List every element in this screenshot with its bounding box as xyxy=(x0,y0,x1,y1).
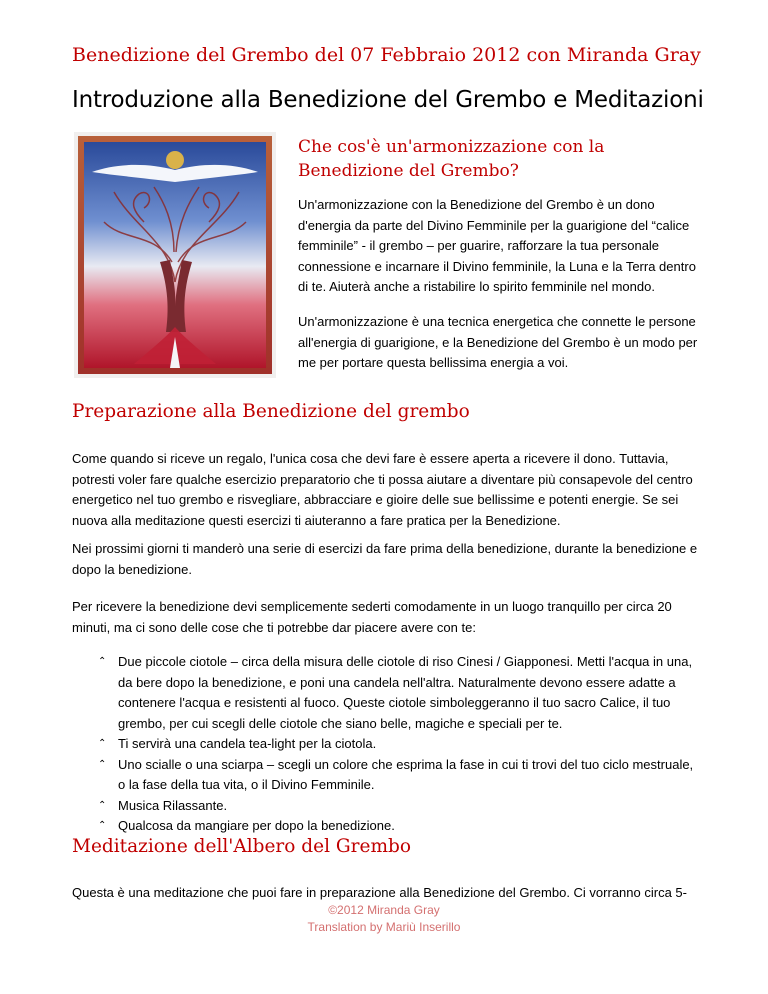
caret-bullet-icon: ⌃ xyxy=(98,656,107,667)
list-item xyxy=(98,816,698,837)
preparation-paragraph: Come quando si riceve un regalo, l'unica cosa che devi fare è essere aperta a ricevere il dono. Tuttavia, potresti voler fare qualche esercizio preparatorio che ti possa aiutare a diventare più consapevole del centro energetico nel tuo grembo e risvegliare, abbracciare e gioire delle sue bellissime e potenti energie. Se sei nuova alla meditazione questi esercizi ti aiuteranno a fare pratica per la Benedizione. xyxy=(72,451,693,528)
caret-bullet-icon: ⌃ xyxy=(98,799,107,811)
document-header: Benedizione del Grembo del 07 Febbraio 2012 con Miranda Gray xyxy=(72,44,701,66)
section-heading-meditation: Meditazione dell'Albero del Grembo xyxy=(72,836,411,857)
preparation-paragraph: Per ricevere la benedizione devi semplicemente sederti comodamente in un luogo tranquillo per circa 20 minuti, ma ci sono delle cose che ti potrebbe dar piacere avere con te: xyxy=(72,599,672,635)
footer-copyright: ©2012 Miranda Gray xyxy=(328,903,440,917)
intro-paragraph: Un'armonizzazione con la Benedizione del Grembo è un dono d'energia da parte del Divino Femminile per la guarigione del “calice femminile” - il grembo – per guarire, rafforzare la tua personale connessione e incarnare il Divino femminile, la Luna e la Terra dentro di te. Aiuterà anche a ristabilire lo spirito femminile nel mondo. xyxy=(298,197,696,294)
list-item-text: Uno scialle o una sciarpa – scegli un colore che esprima la fase in cui ti trovi del tuo ciclo mestruale, o la fase della tua vita, o il Divino Femminile. xyxy=(118,756,694,792)
list-item xyxy=(98,734,698,755)
list-item xyxy=(98,755,698,796)
intro-paragraph: Un'armonizzazione è una tecnica energetica che connette le persone all'energia di guarigione, e la Benedizione del Grembo è un modo per me per portare questa bellissima energia a voi. xyxy=(298,314,698,370)
list-item-text: Ti servirà una candela tea-light per la ciotola. xyxy=(118,736,377,751)
meditation-paragraph: Questa è una meditazione che puoi fare in preparazione alla Benedizione del Grembo. Ci vorranno circa 5- xyxy=(72,885,687,900)
page-title: Introduzione alla Benedizione del Grembo e Meditazioni xyxy=(72,87,704,113)
list-item-text: Qualcosa da mangiare per dopo la benedizione. xyxy=(118,818,395,833)
intro-heading: Che cos'è un'armonizzazione con la Benedizione del Grembo? xyxy=(298,137,605,181)
list-item xyxy=(98,796,698,817)
section-heading-preparation: Preparazione alla Benedizione del grembo xyxy=(72,401,470,422)
caret-bullet-icon: ⌃ xyxy=(98,758,107,770)
list-item xyxy=(98,652,698,734)
list-item-text: Due piccole ciotole – circa della misura delle ciotole di riso Cinesi / Giapponesi. Metti l'acqua in una, da bere dopo la benedizione, e poni una candela nell'altra. Naturalmente devono essere adatte a contenere l'acqua e resistenti al fuoco. Queste ciotole simboleggeranno il tuo sacro Calice, il tuo grembo, per cui scegli delle ciotole che siano belle, magiche e speciali per te. xyxy=(118,654,693,731)
list-item-text: Musica Rilassante. xyxy=(118,797,228,813)
items-list xyxy=(98,652,698,837)
caret-bullet-icon: ⌃ xyxy=(98,738,107,749)
footer-translation: Translation by Mariù Inserillo xyxy=(307,920,461,934)
womb-tree-painting xyxy=(74,132,276,378)
preparation-paragraph: Nei prossimi giorni ti manderò una serie di esercizi da fare prima della benedizione, durante la benedizione e dopo la benedizione. xyxy=(72,541,698,577)
caret-bullet-icon: ⌃ xyxy=(98,820,107,831)
